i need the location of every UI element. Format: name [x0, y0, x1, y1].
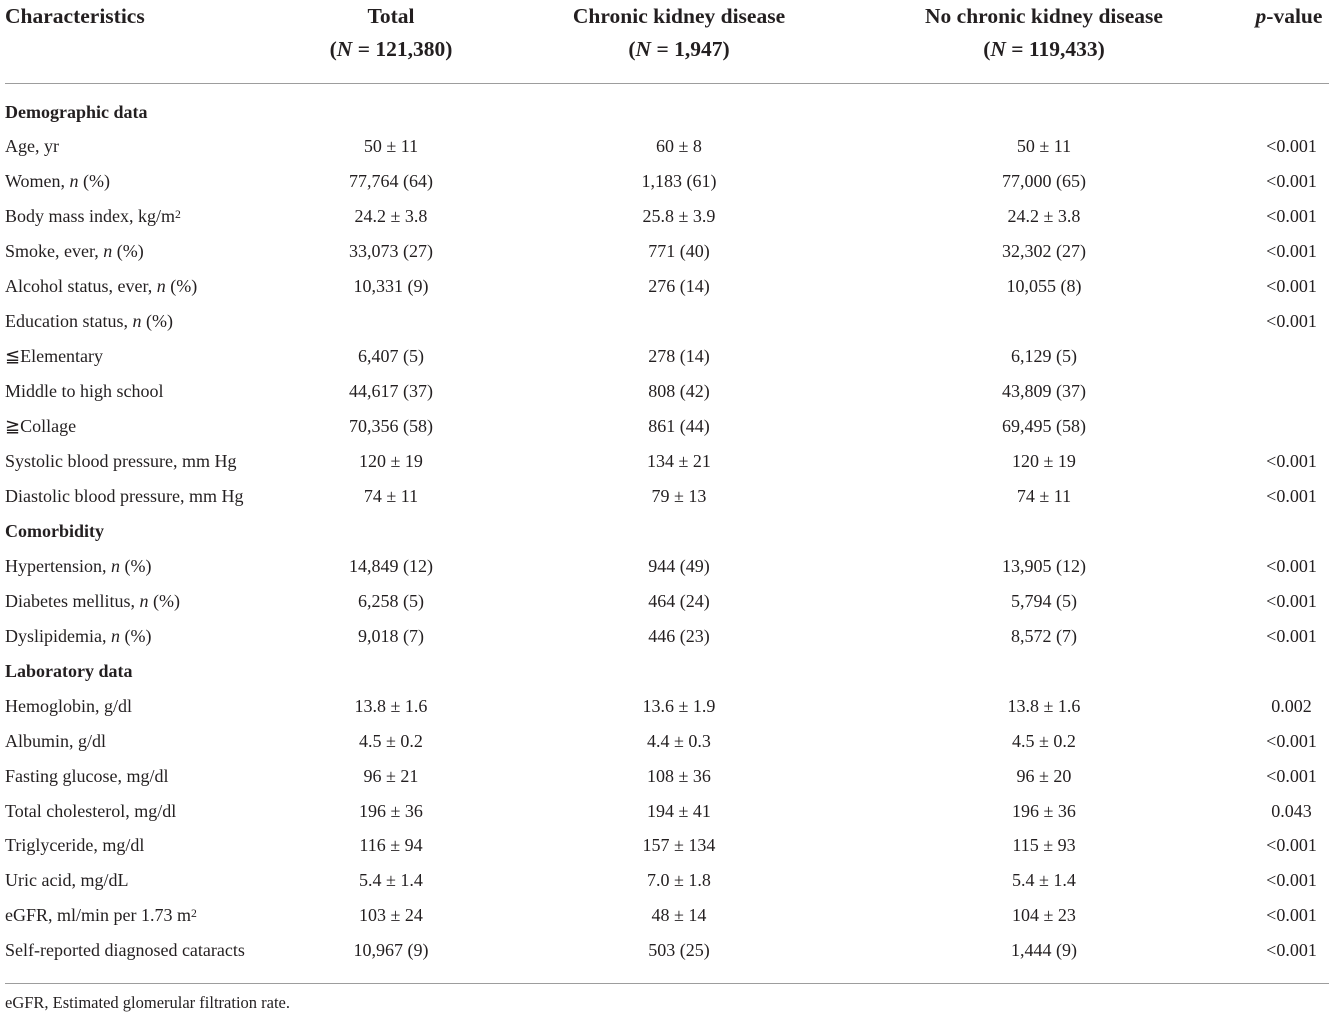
header-ckd	[540, 0, 818, 66]
section-row	[0, 654, 1334, 689]
no-ckd-value: 5,794 (5)	[1011, 590, 1077, 611]
p-value: <0.001	[1266, 765, 1317, 786]
no-ckd-value: 77,000 (65)	[1002, 171, 1086, 192]
no-ckd-value: 13.8 ± 1.6	[1007, 695, 1081, 716]
table-row	[0, 129, 1334, 164]
no-ckd-value: 10,055 (8)	[1006, 276, 1082, 297]
ckd-value: 446 (23)	[648, 625, 710, 646]
no-ckd-value: 120 ± 19	[1012, 451, 1076, 471]
total-value: 77,764 (64)	[349, 171, 433, 192]
no-ckd-value: 196 ± 36	[1012, 800, 1076, 821]
total-value: 196 ± 36	[359, 800, 423, 821]
total-value: 50 ± 11	[363, 136, 419, 157]
row-label: Diabetes mellitus, n (%)	[5, 590, 180, 611]
table-row	[0, 619, 1334, 654]
total-value: 70,356 (58)	[349, 416, 433, 437]
row-label: Age, yr	[5, 136, 59, 157]
ckd-value: 944 (49)	[648, 555, 710, 576]
table-row	[0, 828, 1334, 863]
table-row	[0, 584, 1334, 619]
header-no-ckd-n: (N = 119,433)	[983, 37, 1105, 61]
table-row	[0, 304, 1334, 339]
total-value: 10,967 (9)	[353, 940, 429, 961]
p-value: <0.001	[1266, 451, 1317, 471]
no-ckd-value: 32,302 (27)	[1002, 241, 1086, 262]
no-ckd-value: 4.5 ± 0.2	[1012, 730, 1076, 751]
ckd-value: 1,183 (61)	[641, 171, 717, 192]
total-value: 13.8 ± 1.6	[354, 695, 428, 716]
total-value: 96 ± 21	[363, 765, 419, 786]
ckd-value: 861 (44)	[648, 416, 710, 437]
p-value: <0.001	[1266, 206, 1317, 227]
ckd-value: 157 ± 134	[642, 835, 716, 856]
table-row	[0, 339, 1334, 374]
ckd-value: 4.4 ± 0.3	[647, 730, 711, 751]
row-label: eGFR, ml/min per 1.73 $m^2$	[5, 905, 197, 926]
table-row	[0, 374, 1334, 409]
no-ckd-value: 43,809 (37)	[1002, 381, 1086, 402]
no-ckd-value: 74 ± 11	[1016, 485, 1072, 506]
total-value: 9,018 (7)	[358, 625, 424, 646]
total-value: 10,331 (9)	[353, 276, 429, 297]
section-label: Comorbidity	[5, 520, 104, 541]
ckd-value: 48 ± 14	[651, 905, 707, 926]
ckd-value: 278 (14)	[648, 346, 710, 367]
row-label: Body mass index, $kg/m^2$	[5, 206, 181, 227]
table-row	[0, 794, 1334, 829]
header-no-ckd-label: No chronic kidney disease	[925, 4, 1163, 28]
table-row	[0, 933, 1334, 968]
table-row	[0, 444, 1334, 479]
header-divider	[5, 83, 1329, 84]
total-value: 6,407 (5)	[358, 346, 424, 367]
ckd-value: 108 ± 36	[647, 765, 711, 786]
no-ckd-value: 13,905 (12)	[1002, 555, 1086, 576]
row-label: Alcohol status, ever, n (%)	[5, 276, 198, 297]
total-value: 74 ± 11	[363, 485, 419, 506]
p-value: <0.001	[1266, 905, 1317, 926]
header-total	[277, 0, 505, 66]
no-ckd-value: 115 ± 93	[1012, 835, 1076, 856]
table-bottom-divider	[5, 983, 1329, 984]
table-row	[0, 863, 1334, 898]
table-row	[0, 234, 1334, 269]
p-value: <0.001	[1266, 241, 1317, 262]
table-row	[0, 549, 1334, 584]
no-ckd-value: 50 ± 11	[1016, 136, 1072, 157]
p-value: <0.001	[1266, 276, 1317, 297]
header-no-ckd	[880, 0, 1208, 66]
row-label: Dyslipidemia, n (%)	[5, 625, 152, 646]
p-value: <0.001	[1266, 730, 1317, 751]
ckd-value: 13.6 ± 1.9	[642, 695, 716, 716]
p-value: <0.001	[1266, 835, 1317, 856]
table-row	[0, 164, 1334, 199]
p-value: <0.001	[1266, 870, 1317, 891]
row-label: Systolic blood pressure, mm Hg	[5, 451, 237, 471]
table-row	[0, 898, 1334, 933]
ckd-value: 7.0 ± 1.8	[647, 870, 711, 891]
total-value: 116 ± 94	[359, 835, 423, 856]
no-ckd-value: 69,495 (58)	[1002, 416, 1086, 437]
p-value: <0.001	[1266, 485, 1317, 506]
header-ckd-label: Chronic kidney disease	[572, 4, 786, 28]
ckd-value: 464 (24)	[648, 590, 710, 611]
p-value: 0.002	[1271, 695, 1312, 716]
row-label: Diastolic blood pressure, mm Hg	[5, 485, 244, 506]
row-label: Albumin, g/dl	[5, 730, 107, 751]
ckd-value: 25.8 ± 3.9	[642, 206, 716, 227]
row-label: Women, n (%)	[5, 171, 111, 192]
p-value: <0.001	[1266, 625, 1317, 646]
row-label: Middle to high school	[5, 381, 164, 402]
ckd-value: 60 ± 8	[656, 136, 702, 157]
table-row	[0, 409, 1334, 444]
p-value: <0.001	[1266, 171, 1317, 192]
table-row	[0, 269, 1334, 304]
header-total-label: Total	[367, 4, 415, 28]
table-footnote: eGFR, Estimated glomerular filtration rate.	[5, 993, 291, 1012]
p-value: <0.001	[1266, 311, 1317, 332]
row-label: Triglyceride, mg/dl	[5, 835, 145, 856]
table-row	[0, 689, 1334, 724]
header-characteristics: Characteristics	[5, 4, 145, 28]
ckd-value: 808 (42)	[648, 381, 710, 402]
no-ckd-value: 8,572 (7)	[1011, 625, 1077, 646]
row-label: Self-reported diagnosed cataracts	[5, 940, 245, 961]
row-label: Hemoglobin, g/dl	[5, 695, 132, 716]
row-label: Education status, n (%)	[5, 311, 173, 332]
no-ckd-value: 6,129 (5)	[1011, 346, 1077, 367]
row-label: Total cholesterol, mg/dl	[5, 800, 177, 821]
total-value: 14,849 (12)	[349, 555, 433, 576]
table-row	[0, 759, 1334, 794]
total-value: 120 ± 19	[359, 451, 423, 471]
p-value: <0.001	[1266, 940, 1317, 961]
row-label: ≧Collage	[5, 416, 77, 437]
no-ckd-value: 5.4 ± 1.4	[1012, 870, 1076, 891]
total-value: 24.2 ± 3.8	[354, 206, 428, 227]
section-row	[0, 514, 1334, 549]
no-ckd-value: 96 ± 20	[1016, 765, 1072, 786]
no-ckd-value: 24.2 ± 3.8	[1007, 206, 1081, 227]
ckd-value: 134 ± 21	[647, 451, 711, 471]
row-label: Hypertension, n (%)	[5, 555, 152, 576]
section-label: Laboratory data	[5, 660, 133, 681]
header-p-value: p-value	[1255, 4, 1323, 28]
no-ckd-value: 104 ± 23	[1012, 905, 1076, 926]
section-row	[0, 95, 1334, 130]
total-value: 44,617 (37)	[349, 381, 433, 402]
table-row	[0, 724, 1334, 759]
ckd-value: 771 (40)	[648, 241, 710, 262]
total-value: 103 ± 24	[359, 905, 423, 926]
section-label: Demographic data	[5, 101, 148, 122]
table-header	[0, 0, 1334, 84]
p-value: 0.043	[1271, 800, 1312, 821]
row-label: Smoke, ever, n (%)	[5, 241, 144, 262]
ckd-value: 194 ± 41	[647, 800, 711, 821]
ckd-value: 79 ± 13	[651, 485, 707, 506]
p-value: <0.001	[1266, 590, 1317, 611]
table-row	[0, 479, 1334, 514]
total-value: 5.4 ± 1.4	[359, 870, 423, 891]
header-total-n: (N = 121,380)	[329, 37, 453, 61]
row-label: Fasting glucose, mg/dl	[5, 765, 169, 786]
table-row	[0, 199, 1334, 234]
row-label: Uric acid, mg/dL	[5, 870, 129, 891]
p-value: <0.001	[1266, 555, 1317, 576]
no-ckd-value: 1,444 (9)	[1011, 940, 1077, 961]
total-value: 33,073 (27)	[349, 241, 433, 262]
ckd-value: 276 (14)	[648, 276, 710, 297]
p-value: <0.001	[1266, 136, 1317, 157]
total-value: 6,258 (5)	[358, 590, 424, 611]
header-ckd-n: (N = 1,947)	[628, 37, 730, 61]
ckd-value: 503 (25)	[648, 940, 710, 961]
row-label: ≦Elementary	[5, 346, 104, 367]
total-value: 4.5 ± 0.2	[359, 730, 423, 751]
